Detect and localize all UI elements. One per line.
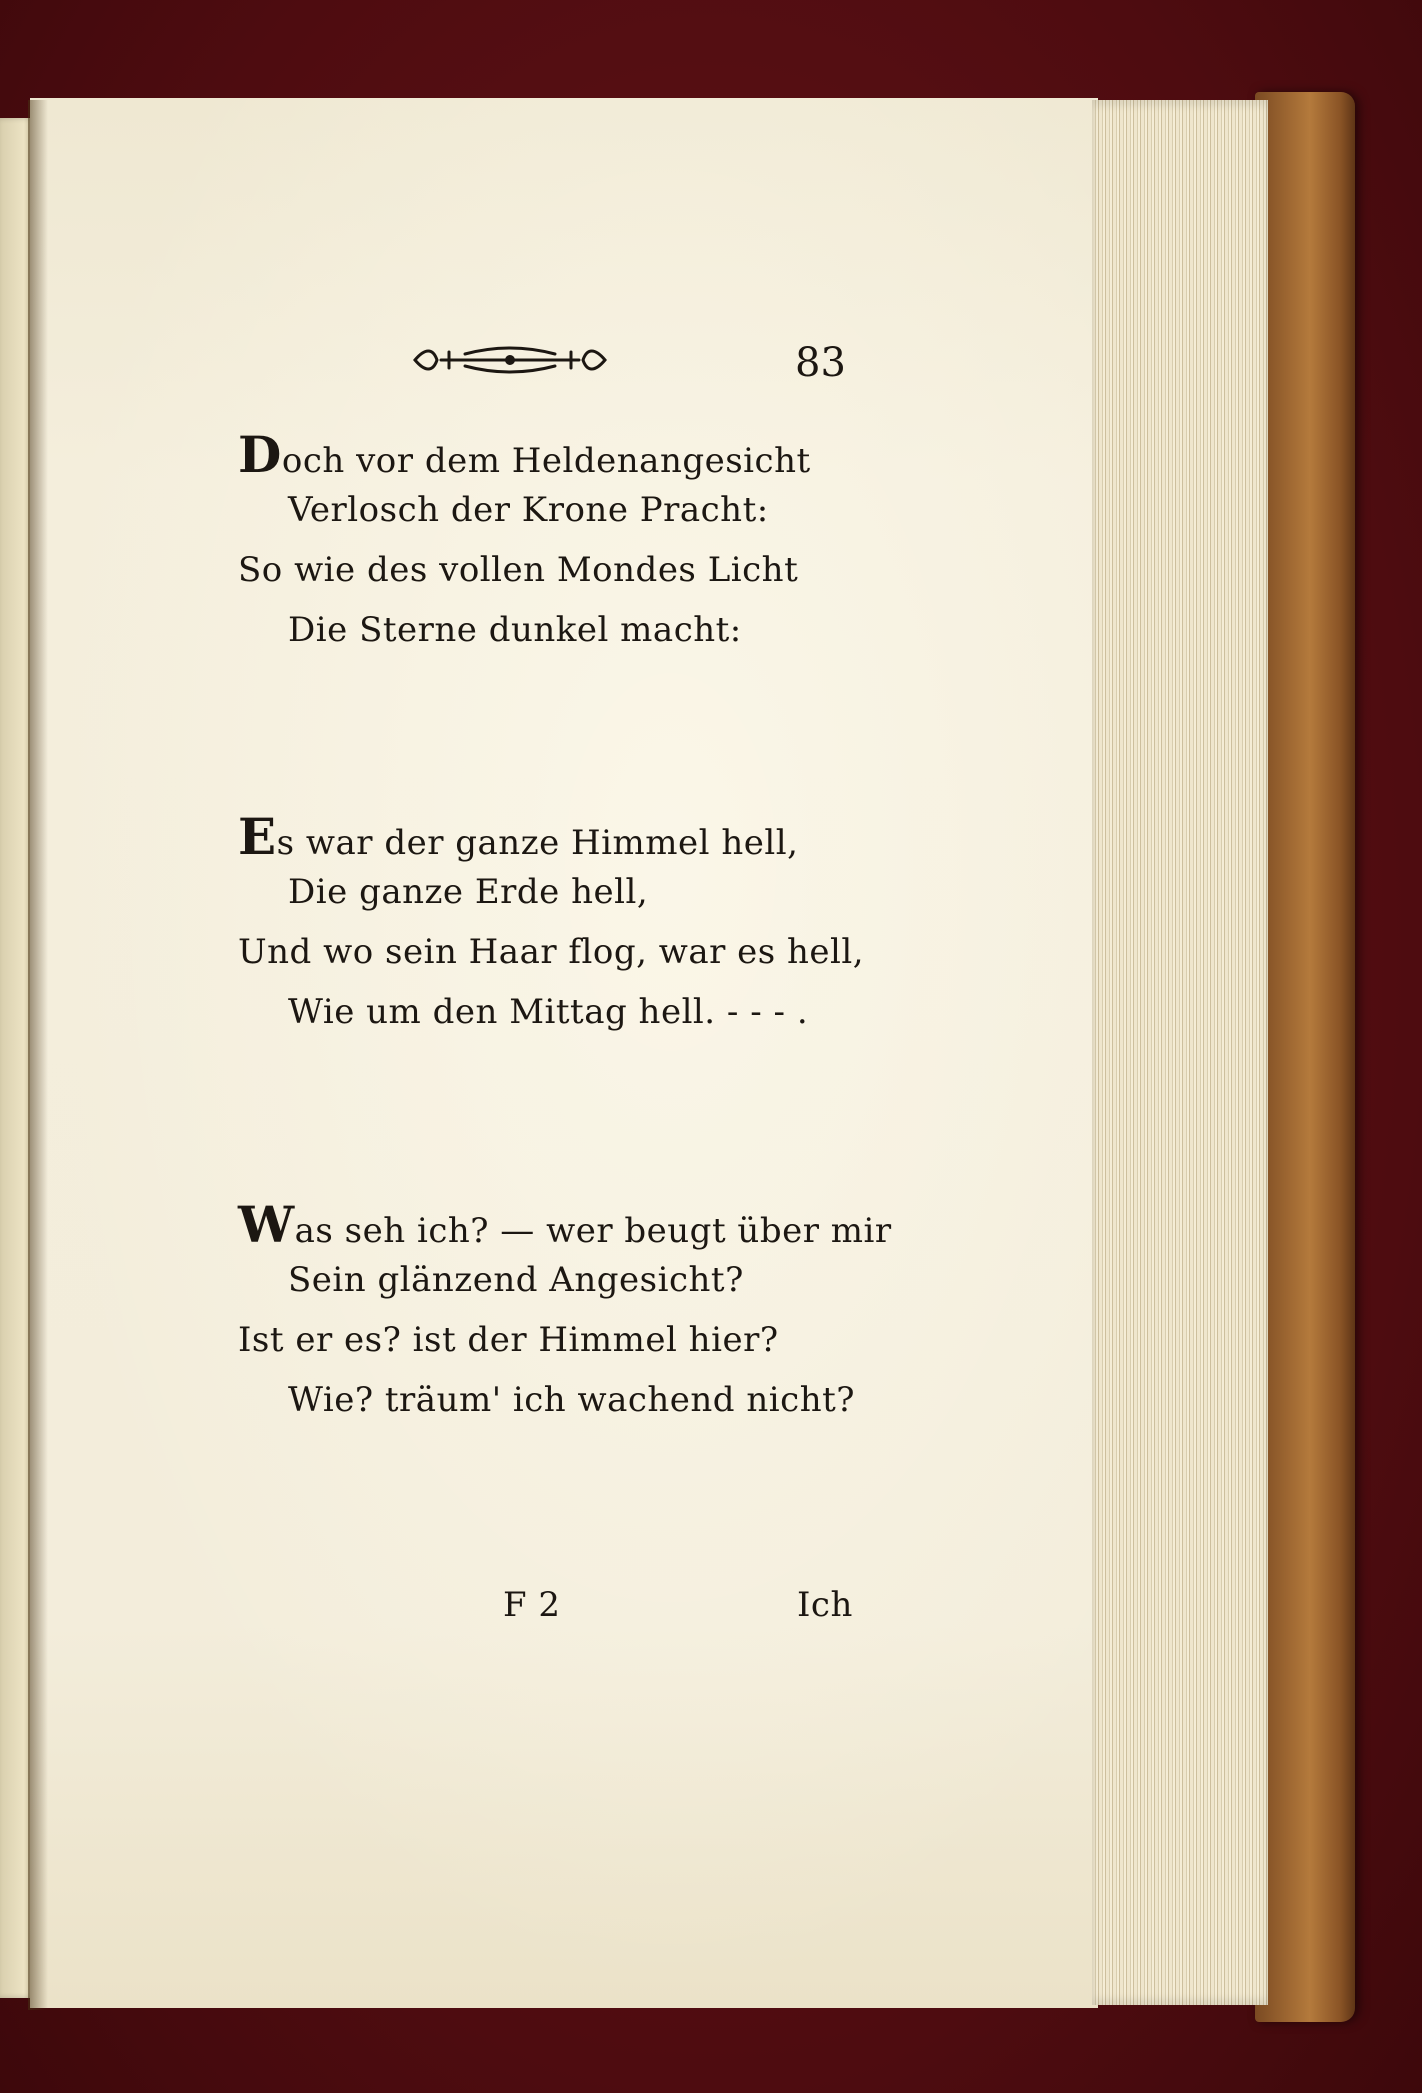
verse-text: och vor dem Heldenangesicht xyxy=(281,441,811,481)
verse-line xyxy=(238,425,811,490)
verse-line xyxy=(238,807,864,872)
verse-text: s war der ganze Himmel hell, xyxy=(276,823,799,863)
book-page xyxy=(30,98,1098,2008)
drop-cap: W xyxy=(238,1195,295,1254)
stanza-3 xyxy=(238,1195,892,1440)
verse-line xyxy=(238,1195,892,1260)
verse-text: Die ganze Erde hell, xyxy=(288,872,649,912)
drop-cap: D xyxy=(238,425,282,484)
book-cover xyxy=(1255,92,1355,2022)
verse-line xyxy=(238,550,811,610)
verse-text: Und wo sein Haar flog, war es hell, xyxy=(238,932,865,972)
verse-line xyxy=(238,610,811,670)
verse-text: Sein glänzend Angesicht? xyxy=(288,1260,744,1300)
verse-line xyxy=(238,872,864,932)
verse-line xyxy=(238,1260,892,1320)
verse-line xyxy=(238,1320,892,1380)
verse-text: Wie um den Mittag hell. - - - . xyxy=(288,992,809,1032)
page-number: 83 xyxy=(795,340,846,386)
signature-mark: F 2 xyxy=(503,1585,561,1625)
verse-line xyxy=(238,932,864,992)
verse-line xyxy=(238,1380,892,1440)
verse-text: Verlosch der Krone Pracht: xyxy=(288,490,769,530)
page-edges xyxy=(1092,100,1268,2005)
verse-line xyxy=(238,490,811,550)
verse-text: Ist er es? ist der Himmel hier? xyxy=(238,1320,779,1360)
gutter-shadow xyxy=(28,100,48,2010)
ornament-rule-icon xyxy=(405,338,615,382)
stanza-1 xyxy=(238,425,811,670)
verse-text: So wie des vollen Mondes Licht xyxy=(238,550,799,590)
verse-text: Wie? träum' ich wachend nicht? xyxy=(288,1380,855,1420)
drop-cap: E xyxy=(238,807,277,866)
verse-line xyxy=(238,992,864,1052)
stanza-2 xyxy=(238,807,865,1052)
verse-text: Die Sterne dunkel macht: xyxy=(288,610,742,650)
catchword: Ich xyxy=(797,1585,853,1625)
verse-text: as seh ich? — wer beugt über mir xyxy=(294,1211,892,1251)
